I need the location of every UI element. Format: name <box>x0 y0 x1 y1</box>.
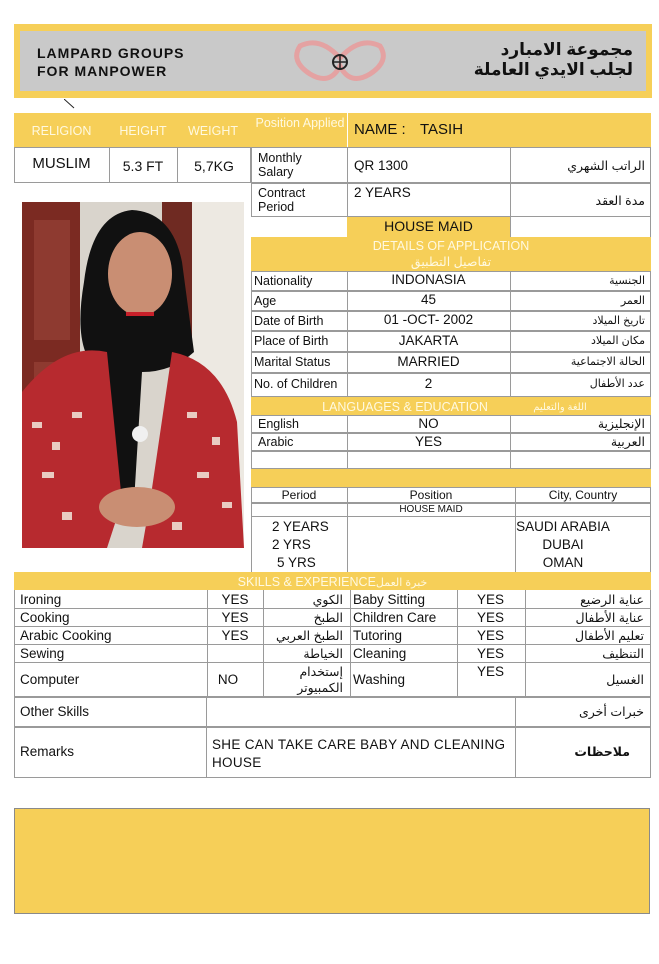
nationality-label: Nationality <box>254 274 313 288</box>
contract-period-value: 2 YEARS <box>354 185 411 200</box>
experience-location: OMAN <box>542 555 584 570</box>
company-name-ar-line1: مجموعة الامبارد <box>500 40 633 59</box>
company-logo <box>290 36 390 86</box>
skill-ironing-value: YES <box>221 592 249 607</box>
experience-period: 2 YEARS <box>272 519 329 534</box>
skill-arabic-cooking-label-ar: الطبخ العربي <box>276 629 343 643</box>
skill-cooking-value: YES <box>221 610 249 625</box>
skill-computer-value: NO <box>217 672 239 687</box>
age-value: 45 <box>420 292 437 307</box>
experience-location: DUBAI <box>542 537 584 552</box>
skills-title-en: SKILLS & EXPERIENCE <box>237 575 376 589</box>
divider <box>15 662 651 663</box>
divider <box>15 626 651 627</box>
skill-sewing-label-ar: الخياطة <box>303 647 343 661</box>
skill-baby-sitting-label-ar: عناية الرضيع <box>580 593 644 607</box>
experience-location-header: City, Country <box>548 488 618 502</box>
divider <box>347 113 348 147</box>
skill-children-care-label: Children Care <box>353 610 437 625</box>
contract-period-label-ar: مدة العقد <box>595 194 645 208</box>
salary-label: Monthly Salary <box>258 151 302 179</box>
skill-sewing-label: Sewing <box>20 646 65 661</box>
pob-value: JAKARTA <box>398 333 459 348</box>
position-applied-label: Position Applied <box>255 116 345 130</box>
decorative-slash <box>64 96 76 106</box>
pob-label-ar: مكان الميلاد <box>590 335 645 347</box>
divider <box>510 415 511 469</box>
skill-arabic-cooking-value: YES <box>221 628 249 643</box>
details-table <box>251 271 651 397</box>
contract-period-label: Contract Period <box>258 186 306 214</box>
skill-cleaning-label: Cleaning <box>353 646 407 661</box>
nationality-label-ar: الجنسية <box>609 275 645 287</box>
english-label: English <box>258 417 299 431</box>
other-skills-label: Other Skills <box>20 704 90 719</box>
remarks-label: Remarks <box>20 744 75 759</box>
skill-cooking-label-ar: الطبخ <box>313 611 343 625</box>
name-value: TASIH <box>420 121 464 138</box>
position-value-side <box>510 217 651 237</box>
footer-block <box>14 808 650 914</box>
arabic-label: Arabic <box>258 435 294 449</box>
skill-children-care-label-ar: عناية الأطفال <box>575 611 644 625</box>
age-label-ar: العمر <box>620 295 645 307</box>
divider <box>206 697 207 778</box>
experience-position-header: Position <box>409 488 453 502</box>
experience-period-header: Period <box>281 488 317 502</box>
skills-title-ar: خبرة العمل <box>375 577 428 589</box>
divider <box>15 644 651 645</box>
marital-status-label-ar: الحالة الاجتماعية <box>570 356 645 368</box>
skill-washing-label-ar: الغسيل <box>606 673 644 687</box>
company-name-ar-line2: لجلب الايدي العاملة <box>473 60 633 79</box>
skills-title <box>14 575 651 590</box>
arabic-value: YES <box>414 434 442 449</box>
religion-value: MUSLIM <box>32 155 91 172</box>
skill-tutoring-label-ar: تعليم الأطفال <box>575 629 644 643</box>
other-skills-label-ar: خبرات أخرى <box>579 705 644 719</box>
skill-tutoring-value: YES <box>476 628 504 643</box>
marital-status-label: Marital Status <box>254 355 331 369</box>
english-value: NO <box>418 416 439 431</box>
nationality-value: INDONASIA <box>391 272 466 287</box>
dob-label-ar: تاريخ الميلاد <box>592 315 645 327</box>
children-label: No. of Children <box>254 377 338 391</box>
skill-washing-label: Washing <box>353 672 406 687</box>
remarks-value: SHE CAN TAKE CARE BABY AND CLEANING HOUSE <box>212 737 506 770</box>
children-label-ar: عدد الأطفال <box>589 378 645 390</box>
age-label: Age <box>254 294 277 308</box>
religion-label: RELIGION <box>31 124 92 138</box>
skill-arabic-cooking-label: Arabic Cooking <box>20 628 112 643</box>
languages-title-ar: اللغة والتعليم <box>533 402 587 413</box>
english-label-ar: الإنجليزية <box>597 417 645 431</box>
dob-value: 01 -OCT- 2002 <box>383 312 474 327</box>
divider <box>510 271 511 397</box>
company-name-en-line2: FOR MANPOWER <box>37 63 168 79</box>
divider <box>350 590 351 697</box>
salary-label-ar: الراتب الشهري <box>567 159 645 173</box>
position-value: HOUSE MAID <box>384 218 473 234</box>
skill-baby-sitting-label: Baby Sitting <box>353 592 426 607</box>
skill-cleaning-label-ar: التنظيف <box>602 647 644 661</box>
pob-label: Place of Birth <box>254 334 329 348</box>
experience-position-value: HOUSE MAID <box>399 504 463 515</box>
weight-value: 5,7KG <box>194 158 234 174</box>
languages-title-en: LANGUAGES & EDUCATION <box>322 400 488 414</box>
weight-label: WEIGHT <box>188 124 238 138</box>
skill-ironing-label: Ironing <box>20 592 62 607</box>
marital-status-value: MARRIED <box>397 354 460 369</box>
company-name-en-line1: LAMPARD GROUPS <box>37 45 185 61</box>
remarks-label-ar: ملاحظات <box>574 745 630 759</box>
divider <box>515 697 516 778</box>
skill-children-care-value: YES <box>476 610 504 625</box>
details-title-en: DETAILS OF APPLICATION <box>372 239 530 253</box>
divider <box>15 608 651 609</box>
skill-ironing-label-ar: الكوي <box>312 593 343 607</box>
experience-period: 5 YRS <box>277 555 316 570</box>
height-label: HEIGHT <box>119 124 167 138</box>
skill-cleaning-value: YES <box>476 646 504 661</box>
skill-computer-label-ar: إستخدام الكمبيوتر <box>297 665 343 695</box>
salary-value: QR 1300 <box>354 158 409 173</box>
candidate-photo <box>22 202 244 548</box>
divider <box>347 147 348 217</box>
children-value: 2 <box>424 376 433 391</box>
skill-washing-value: YES <box>476 664 504 679</box>
details-title-ar: تفاصيل التطبيق <box>410 255 492 269</box>
experience-location: SAUDI ARABIA <box>516 519 610 534</box>
skill-baby-sitting-value: YES <box>476 592 504 607</box>
arabic-label-ar: العربية <box>610 435 645 449</box>
skill-computer-label: Computer <box>20 672 80 687</box>
height-value: 5.3 FT <box>122 158 164 174</box>
experience-spacer-bar <box>251 469 651 487</box>
experience-period: 2 YRS <box>272 537 311 552</box>
skill-cooking-label: Cooking <box>20 610 70 625</box>
skill-tutoring-label: Tutoring <box>353 628 403 643</box>
name-label: NAME : <box>354 121 406 138</box>
language-row-empty <box>251 451 651 469</box>
dob-label: Date of Birth <box>254 314 324 328</box>
